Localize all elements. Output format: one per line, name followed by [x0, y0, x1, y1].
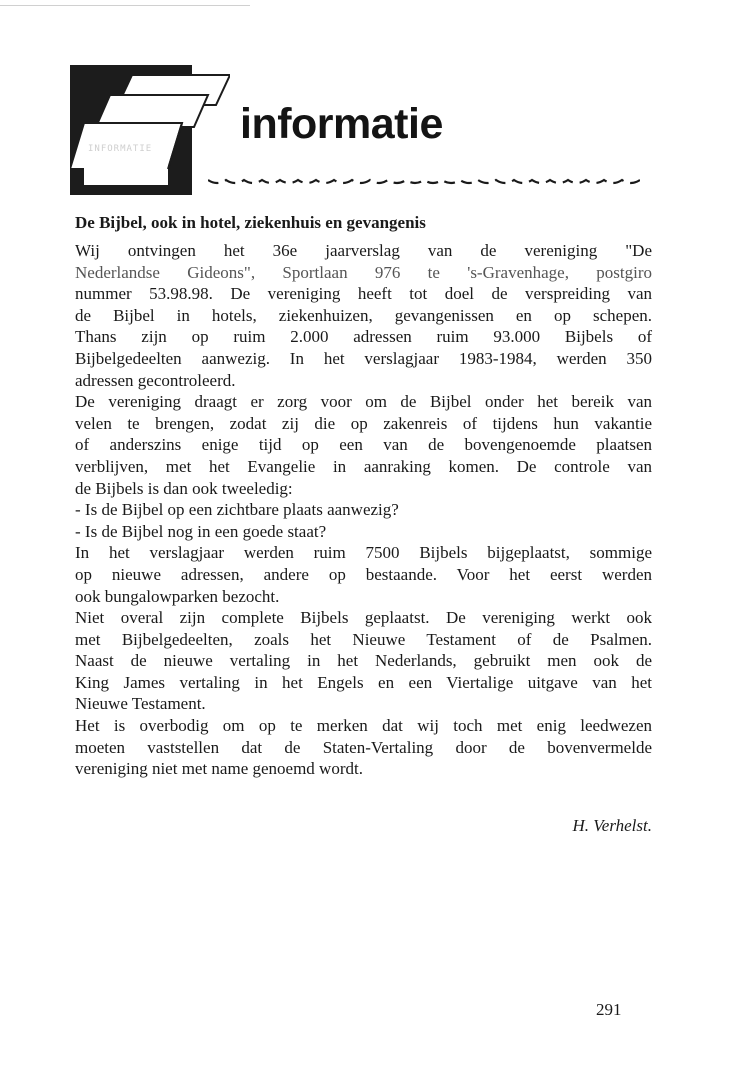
page-title: informatie [240, 100, 443, 148]
body-line: Niet overal zijn complete Bijbels geplaatst. De vereniging werkt ook [75, 608, 652, 628]
body-line: Thans zijn op ruim 2.000 adressen ruim 93.000 Bijbels of [75, 327, 652, 347]
body-line: op nieuwe adressen, andere op bestaande. Voor het eerst werden [75, 564, 652, 584]
list-item: - Is de Bijbel op een zichtbare plaats aanwezig? [75, 500, 399, 520]
list-item: - Is de Bijbel nog in een goede staat? [75, 521, 327, 541]
body-line: de Bijbels is dan ook tweeledig: [75, 478, 293, 498]
body-line: adressen gecontroleerd. [75, 370, 236, 390]
title-underline [208, 176, 640, 188]
body-line: Naast de nieuwe vertaling in het Nederlands, gebruikt men ook de [75, 651, 652, 671]
article-body [75, 240, 652, 780]
body-line: of anderszins enige tijd op een van de bovengenoemde plaatsen [75, 435, 652, 455]
article-title: De Bijbel, ook in hotel, ziekenhuis en gevangenis [75, 213, 426, 232]
body-line: vereniging niet met name genoemd wordt. [75, 759, 363, 779]
body-line: moeten vaststellen dat de Staten-Vertaling door de bovenvermelde [75, 737, 652, 757]
body-line: Nieuwe Testament. [75, 694, 206, 714]
informatie-logo [70, 65, 230, 197]
body-line: verblijven, met het Evangelie in aanraking komen. De controle van [75, 456, 652, 476]
top-rule [0, 5, 250, 6]
logo-text: INFORMATIE [88, 144, 153, 154]
body-line: Het is overbodig om op te merken dat wij toch met enig leedwezen [75, 716, 652, 736]
body-line: Wij ontvingen het 36e jaarverslag van de vereniging "De [75, 241, 652, 260]
body-line: met Bijbelgedeelten, zoals het Nieuwe Testament of de Psalmen. [75, 629, 652, 649]
body-line: Bijbelgedeelten aanwezig. In het verslagjaar 1983-1984, werden 350 [75, 348, 652, 368]
page-number: 291 [596, 1000, 622, 1019]
folder-icon [70, 65, 230, 197]
body-line: nummer 53.98.98. De vereniging heeft tot doel de verspreiding van [75, 284, 652, 304]
author-signature: H. Verhelst. [572, 816, 652, 835]
body-line: King James vertaling in het Engels en een Viertalige uitgave van het [75, 672, 652, 692]
body-line: velen te brengen, zodat zij die op zakenreis of tijdens hun vakantie [75, 413, 652, 433]
body-line: Nederlandse Gideons", Sportlaan 976 te 's-Gravenhage, postgiro [75, 262, 652, 282]
body-line: In het verslagjaar werden ruim 7500 Bijbels bijgeplaatst, sommige [75, 543, 652, 563]
body-line: de Bijbel in hotels, ziekenhuizen, gevangenissen en op schepen. [75, 305, 652, 325]
body-line: De vereniging draagt er zorg voor om de Bijbel onder het bereik van [75, 392, 652, 412]
body-line: ook bungalowparken bezocht. [75, 586, 280, 606]
